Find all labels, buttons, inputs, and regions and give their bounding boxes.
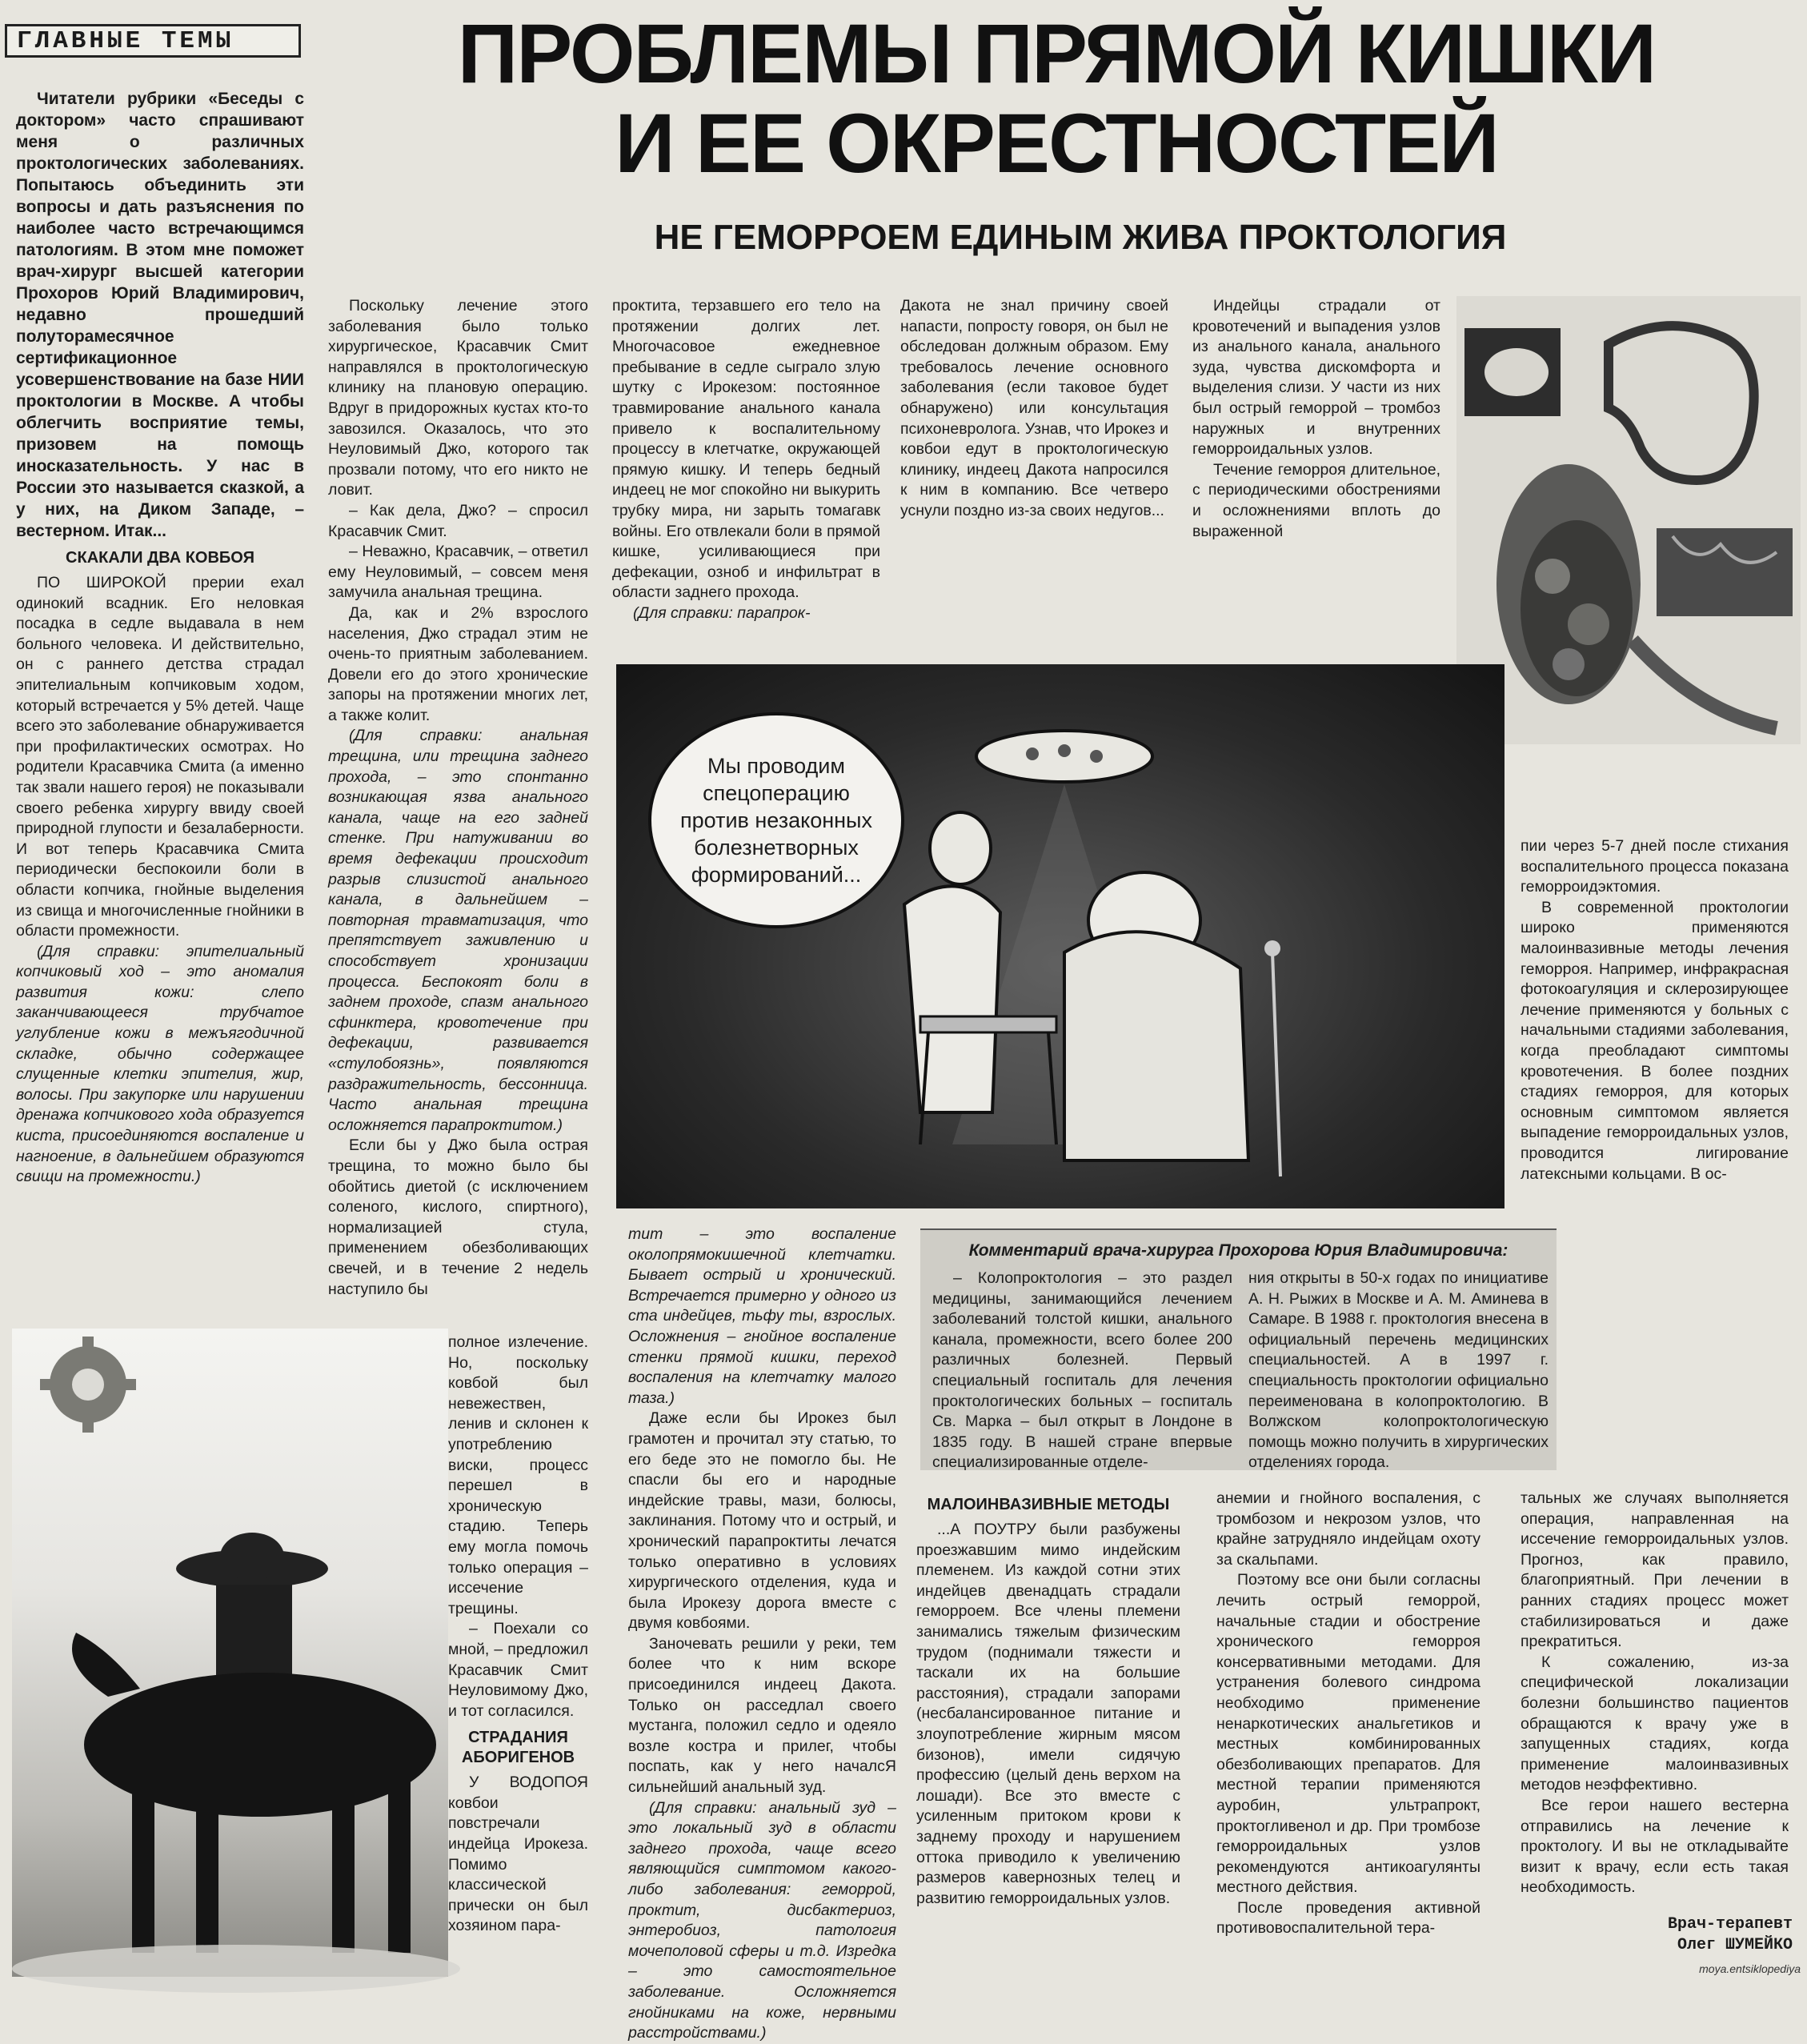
paragraph: – Колопроктология – это раздел медицины, занимающийся лечением заболеваний толстой кишки, анального канала, промежности, всего более 200 различных болезней. Первый специальный госпиталь для лечения проктологических больных – госпиталь Св. Марка – был открыт в Лондоне в 1835 году. В нашей стране впервые специализированные отделе- [932, 1269, 1232, 1472]
column-1 [16, 88, 304, 1325]
reference-note: (Для справки: анальная трещина, или трещина заднего прохода, – это спонтанно возникающая язва анального канала, чаще на его задней стенке. При натуживании во время дефекации происходит разрыв слизистой анального канала, в дальнейшем – повторная травматизация, что препятствует заживлению и способствует хронизации процесса. Беспокоят боли в заднем проходе, спазм анального сфинктера, кровотечение при дефекации, развивается «стулобоязнь», появляются раздражительность, бессонница. Часто анальная трещина осложняется парапроктитом.) [328, 727, 588, 1134]
speech-bubble [648, 712, 904, 928]
paragraph: Поскольку лечение этого заболевания было только хирургическое, Красавчик Смит направлялся в проктологическую клинику на плановую операцию. Вдруг в придорожных кустах кто-то завозился. Оказалось, что это Неуловимый Джо, которого так прозвали потому, что его никто не ловит. [328, 297, 588, 499]
paragraph: Дакота не знал причину своей напасти, попросту говоря, он был не обследован должным образом. Ему требовалось лечение основного заболевания (если таковое будет обнаружено) или консультация психоневролога. Узнав, что Ирокез и ковбои едут в проктологическую клинику, индеец Дакота напросился к ним в компанию. Все четверо уснули поздно из-за своих недугов... [900, 297, 1168, 519]
headline-line-2: И ЕЕ ОКРЕСТНОСТЕЙ [615, 97, 1498, 190]
column-2 [328, 296, 588, 1329]
reference-note: (Для справки: эпителиальный копчиковый ход – это аномалия развития кожи: слепо заканчивающееся трубчатое углубление кожи в межъягодичной складке, обычно содержащее слущенные клетки эпителия, жир, волосы. При закупорке или нарушении дренажа копчикового хода образуется киста, присоединяются воспаление и нагноение, в дальнейшем образуются свищи на промежности.) [16, 942, 304, 1186]
column-7 [916, 1489, 1180, 1977]
paragraph: Поэтому все они были согласны лечить острый геморрой, начальные стадии и обострение хронического геморроя консервативными методами. Для устранения болевого синдрома необходимо применение ненаркотических анальгетиков и местных комбинированных обезболивающих препаратов. Для местной терапии применяются ауробин, ультрапрокт, проктогливенол и др. При тромбозе геморроидальных узлов рекомендуются антикоагулянты местного действия. [1216, 1571, 1480, 1897]
section-heading-minimally-invasive: МАЛОИНВАЗИВНЫЕ МЕТОДЫ [927, 1496, 1170, 1513]
paragraph: Даже если бы Ирокез был грамотен и прочитал эту статью, то его беде это не помогло бы. Не спасли бы его и народные индейские травы, мази, болюсы, заклинания. Потому что и острый, и хронический парапроктиты лечатся только оперативно в условиях хирургического отделения, куда и была Ирокезу дорога вместе с двумя ковбоями. [628, 1409, 896, 1633]
column-3-upper [612, 296, 880, 660]
reference-note: тит – это воспаление околопрямокишечной клетчатки. Бывает острый и хронический. Встречается примерно у одного из ста индейцев, тьфу ты, взрослых. Осложнения – гнойное воспаление стенки прямой кишки, переход воспаления на клетчатку малого таза.) [628, 1225, 896, 1407]
rubric-label: ГЛАВНЫЕ ТЕМЫ [5, 24, 301, 58]
author-role: Врач-терапевт [1667, 1915, 1793, 1934]
commentary-left [932, 1268, 1232, 1472]
headline-line-1: ПРОБЛЕМЫ ПРЯМОЙ КИШКИ [457, 7, 1656, 101]
dialogue-line: – Как дела, Джо? – спросил Красавчик Смит. [328, 501, 588, 540]
paragraph: У ВОДОПОЯ ковбои повстречали индейца Ирокеза. Помимо классической прически он был хозяином пара- [448, 1773, 588, 1935]
paragraph: В современной проктологии широко применяются малоинвазивные методы лечения геморроя. Например, инфракрасная фотокоагуляция и склерозирующее лечение применяются у больных с начальными стадиями заболевания, когда преобладают симптомы кровотечения. В более поздних стадиях геморроя, для которых основным симптомом является выпадение геморроидальных узлов, проводится лигирование латексными кольцами. В ос- [1521, 898, 1789, 1183]
paragraph: Индейцы страдали от кровотечений и выпадения узлов из анального канала, анального зуда, чувства дискомфорта и выделения слизи. У части из них был острый геморрой – тромбоз наружных и внутренних геморроидальных узлов. [1192, 297, 1440, 459]
author-signature [1593, 1914, 1793, 1956]
section-heading-aborigines: СТРАДАНИЯ АБОРИГЕНОВ [461, 1729, 575, 1767]
reference-note: (Для справки: парапрок- [633, 603, 811, 622]
column-6 [1521, 836, 1789, 1220]
column-3-lower [628, 1224, 896, 2042]
headline [312, 7, 1801, 190]
anatomy-drawing [1456, 296, 1801, 744]
dialogue-line: – Поехали со мной, – предложил Красавчик Смит Неуловимому Джо, и тот согласился. [448, 1620, 588, 1720]
anatomy-illustration [1456, 296, 1801, 744]
paragraph: ния открыты в 50-х годах по инициативе А. Н. Рыжих в Москве и А. М. Аминева в Самаре. В 1988 г. проктология внесена в официальный перечень медицинских специальностей. А в 1997 г. специальность проктологии официально переименована в колопроктологию. В Волжском колопроктологическую помощь можно получить в хирургических отделениях города. [1248, 1269, 1549, 1472]
paragraph: проктита, терзавшего его тело на протяжении долгих лет. Многочасовое ежедневное пребывание в седле сыграло злую шутку с Ирокезом: постоянное травмирование анального канала привело к воспалительному процессу в клетчатке, окружающей прямую кишку. И теперь бедный индеец не мог спокойно ни выкурить трубку мира, ни зарыть томагавк войны. Его отвлекали боли в прямой кишке, усиливающиеся при дефекации, озноб и инфильтрат в области заднего прохода. [612, 297, 880, 602]
speech-bubble-text: Мы проводим спецоперацию против незаконных болезнетворных формирований... [680, 754, 872, 887]
watermark: moya.entsiklopediya [1699, 1962, 1801, 1975]
paragraph: тальных же случаях выполняется операция, направленная на иссечение геморроидальных узлов. Прогноз, как правило, благоприятный. При лечении в ранних стадиях процесс может стабилизироваться и даже прекратиться. [1521, 1489, 1789, 1651]
paragraph: После проведения активной противовоспалительной тера- [1216, 1898, 1480, 1938]
commentary-title: Комментарий врача-хирурга Прохорова Юрия Владимировича: [968, 1241, 1509, 1260]
cowboy-rider-image [12, 1329, 448, 1977]
gear-icon [40, 1337, 136, 1433]
column-4 [900, 296, 1168, 660]
paragraph: пии через 5-7 дней после стихания воспалительного процесса показана геморроидэктомия. [1521, 837, 1789, 896]
paragraph: полное излечение. Но, поскольку ковбой был невежествен, ленив и склонен к употреблению виски, процесс перешел в хроническую стадию. Теперь ему могла помочь только операция – иссечение трещины. [448, 1333, 588, 1617]
paragraph: Все герои нашего вестерна отправились на лечение к проктологу. И вы не откладывайте визит к врачу, если есть такая необходимость. [1521, 1796, 1789, 1897]
paragraph: ПО ШИРОКОЙ прерии ехал одинокий всадник. Его неловкая посадка в седле выдавала в нем больного человека. И действительно, он с раннего детства страдал эпителиальным копчиковым ходом, который встречается у 5% детей. Чаще всего это заболевание обнаруживается при профилактических осмотрах. Но родители Красавчика Смита (а именно так звали нашего героя) не показывали своего ребенка хирургу ввиду своей природной глупости и безалаберности. И вот теперь Красавчика Смита периодически беспокоили боли в области копчика, гнойные выделения из свища и многочисленные гнойники в области промежности. [16, 574, 304, 940]
paragraph: К сожалению, из-за специфической локализации болезни большинство пациентов обращаются к врачу уже в запущенных стадиях, когда применение малоинвазивных методов неэффективно. [1521, 1653, 1789, 1794]
paragraph: Течение геморроя длительное, с периодическими обострениями и осложнениями вплоть до выраженной [1192, 460, 1440, 540]
paragraph: Заночевать решили у реки, тем более что к ним вскоре присоединился индеец Дакота. Только он расседлал своего мустанга, положил седло и одеяло возле костра и прилег, чтобы поспать, как у него началсЯ сильнейший анальный зуд. [628, 1634, 896, 1797]
paragraph: анемии и гнойного воспаления, с тромбозом и некрозом узлов, что крайне затрудняло индейцам охоту за скальпами. [1216, 1489, 1480, 1569]
column-2-lower [448, 1333, 588, 1973]
column-8 [1216, 1489, 1480, 1977]
commentary-right [1248, 1268, 1549, 1472]
author-name: Олег ШУМЕЙКО [1677, 1936, 1793, 1954]
subheadline: НЕ ГЕМОРРОЕМ ЕДИНЫМ ЖИВА ПРОКТОЛОГИЯ [654, 218, 1507, 257]
column-9 [1521, 1489, 1789, 1909]
section-heading-cowboys: СКАКАЛИ ДВА КОВБОЯ [66, 549, 254, 567]
paragraph: ...А ПОУТРУ были разбужены проезжавшим мимо индейским племенем. Из каждой сотни этих индейцев двенадцать страдали геморроем. Все члены племени занимались тяжелым физическим трудом (поднимали тяжести и таскали их на большие расстояния), страдали запорами (несбалансированное питание и злоупотребление жирным мясом бизонов), имели сидячую профессию (целый день верхом на лошади). Все это вместе с усиленным притоком крови к заднему проходу и нарушением оттока приводило к увеличению размеров кавернозных телец и развитию геморроидальных узлов. [916, 1521, 1180, 1907]
dialogue-line: – Неважно, Красавчик, – ответил ему Неуловимый, – совсем меня замучила анальная трещина. [328, 543, 588, 602]
intro-paragraph: Читатели рубрики «Беседы с доктором» часто спрашивают меня о различных проктологических заболеваниях. Попытаюсь объединить эти вопросы и дать разъяснения по наиболее часто встречающимся патологиям. В этом мне поможет врач-хирург высшей категории Прохоров Юрий Владимирович, недавно прошедший полуторамесячное сертификационное усовершенствование на базе НИИ проктологии в Москве. А чтобы облегчить восприятие темы, призовем на помощь иносказательность. У нас в России это называется сказкой, а у них, на Диком Западе, – вестерном. Итак... [16, 90, 304, 540]
paragraph: Да, как и 2% взрослого населения, Джо страдал этим не очень-то приятным заболеванием. Довели его до этого хронические запоры на протяжении многих лет, а также колит. [328, 603, 588, 724]
paragraph: Если бы у Джо была острая трещина, то можно было бы обойтись диетой (с исключением соленого, кислого, спиртного), нормализацией стула, применением обезболивающих свечей, и в течение 2 недель наступило бы [328, 1136, 588, 1298]
reference-note: (Для справки: анальный зуд – это локальный зуд в области заднего прохода, чаще всего являющийся симптомом какого-либо заболевания: геморрой, проктит, дисбактериоз, энтеробиоз, патология мочеполовой сферы и т.д. Изредка – это самостоятельное заболевание. Осложняется гнойниками на коже, нервными расстройствами.) [628, 1798, 896, 2042]
cowboy-photo [12, 1329, 448, 1977]
column-5 [1192, 296, 1440, 660]
